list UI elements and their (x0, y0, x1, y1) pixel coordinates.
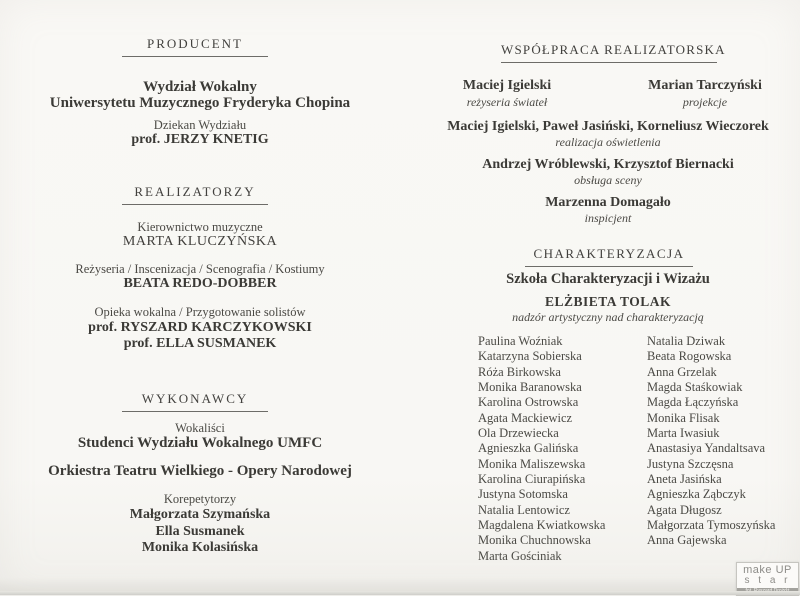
list-item: Anastasiya Yandaltsava (647, 441, 766, 456)
realizatorzy-role1: Kierownictwo muzyczne (137, 220, 263, 234)
list-item: Agata Długosz (647, 502, 722, 517)
section-header-wspolpraca: WSPÓŁPRACA REALIZATORSKA (501, 42, 717, 63)
wspolpraca-row3-name: Andrzej Wróblewski, Krzysztof Biernacki (482, 157, 734, 172)
list-item: Anna Grzelak (647, 364, 717, 379)
list-item: Magda Staśkowiak (647, 380, 743, 395)
list-item: Justyna Szczęsna (647, 456, 734, 471)
realizatorzy-name2: BEATA REDO-DOBBER (123, 276, 277, 291)
realizatorzy-name3b: prof. ELLA SUSMANEK (123, 336, 277, 351)
list-item: Agnieszka Galińska (478, 441, 579, 456)
list-item: Beata Rogowska (647, 349, 732, 364)
charakteryzacja-lead-name: ELŻBIETA TOLAK (545, 294, 671, 309)
list-item: Anna Gajewska (647, 533, 727, 548)
section-header-realizatorzy: REALIZATORZY (122, 184, 268, 205)
wykonawcy-korepetytorzy-label: Korepetytorzy (163, 492, 237, 506)
realizatorzy-name3a: prof. RYSZARD KARCZYKOWSKI (88, 320, 312, 335)
list-item: Katarzyna Sobierska (478, 349, 582, 364)
wspolpraca-pair-right-role: projekcje (682, 95, 728, 109)
realizatorzy-role2: Reżyseria / Inscenizacja / Scenografia / Kostiumy (75, 262, 325, 276)
wspolpraca-pair-right-name: Marian Tarczyński (648, 78, 762, 93)
charakteryzacja-names-column-left (478, 334, 648, 564)
wspolpraca-row3-role: obsługa sceny (574, 173, 642, 187)
list-item: Ella Susmanek (155, 523, 245, 539)
list-item: Monika Maliszewska (478, 456, 586, 471)
list-item: Natalia Dziwak (647, 334, 726, 348)
wykonawcy-wokalisci-label: Wokaliści (175, 421, 225, 435)
list-item: Karolina Ostrowska (478, 395, 579, 410)
list-item: Paulina Woźniak (478, 334, 563, 348)
list-item: Monika Baranowska (478, 380, 582, 395)
producent-line2: Uniwersytetu Muzycznego Fryderyka Chopina (49, 95, 351, 111)
wykonawcy-korepetytorzy-list (35, 507, 365, 557)
wykonawcy-orkiestra: Orkiestra Teatru Wielkiego - Opery Narodowej (48, 463, 352, 479)
wspolpraca-pair-left-name: Maciej Igielski (462, 78, 552, 93)
list-item: Małgorzata Szymańska (129, 507, 271, 522)
list-item: Monika Chuchnowska (478, 533, 591, 548)
producent-line1: Wydział Wokalny (143, 79, 257, 95)
list-item: Aneta Jasińska (647, 472, 722, 487)
wspolpraca-row2-name: Maciej Igielski, Paweł Jasiński, Korneliusz Wieczorek (447, 119, 769, 134)
list-item: Agnieszka Ząbczyk (647, 487, 746, 502)
list-item: Marta Gościniak (478, 548, 562, 563)
scan-bottom-edge (0, 591, 800, 595)
wspolpraca-row2-role: realizacja oświetlenia (555, 135, 661, 149)
list-item: Monika Kolasińska (141, 540, 259, 555)
list-item: Natalia Lentowicz (478, 502, 570, 517)
charakteryzacja-names-column-right (647, 334, 800, 549)
realizatorzy-name1: MARTA KLUCZYŃSKA (122, 234, 278, 249)
list-item: Róża Birkowska (478, 364, 561, 379)
list-item: Agata Mackiewicz (478, 410, 573, 425)
producent-sub-label: Dziekan Wydziału (153, 118, 247, 132)
list-item: Marta Iwasiuk (647, 426, 720, 441)
charakteryzacja-lead-role: nadzór artystyczny nad charakteryzacją (512, 310, 704, 324)
producent-name: prof. JERZY KNETIG (131, 132, 269, 147)
list-item: Małgorzata Tymoszyńska (647, 518, 776, 533)
list-item: Justyna Sotomska (478, 487, 568, 502)
list-item: Magda Łączyńska (647, 395, 739, 410)
wspolpraca-row4-name: Marzenna Domagało (545, 195, 671, 210)
list-item: Magdalena Kwiatkowska (478, 518, 606, 533)
section-header-wykonawcy: WYKONAWCY (122, 391, 268, 412)
logo-text-line2: s t a r (744, 575, 791, 586)
realizatorzy-role3: Opieka wokalna / Przygotowanie solistów (94, 305, 306, 319)
logo-text-line1: make UP (743, 564, 792, 576)
section-header-charakteryzacja: CHARAKTERYZACJA (525, 246, 693, 267)
wspolpraca-pair-left-role: reżyseria świateł (466, 95, 548, 109)
wspolpraca-row4-role: inspicjent (584, 211, 632, 225)
list-item: Monika Flisak (647, 410, 720, 425)
list-item: Ola Drzewiecka (478, 426, 559, 441)
section-header-producent: PRODUCENT (122, 36, 268, 57)
list-item: Karolina Ciurapińska (478, 472, 586, 487)
wykonawcy-wokalisci: Studenci Wydziału Wokalnego UMFC (77, 435, 323, 451)
charakteryzacja-school: Szkoła Charakteryzacji i Wizażu (506, 271, 710, 287)
